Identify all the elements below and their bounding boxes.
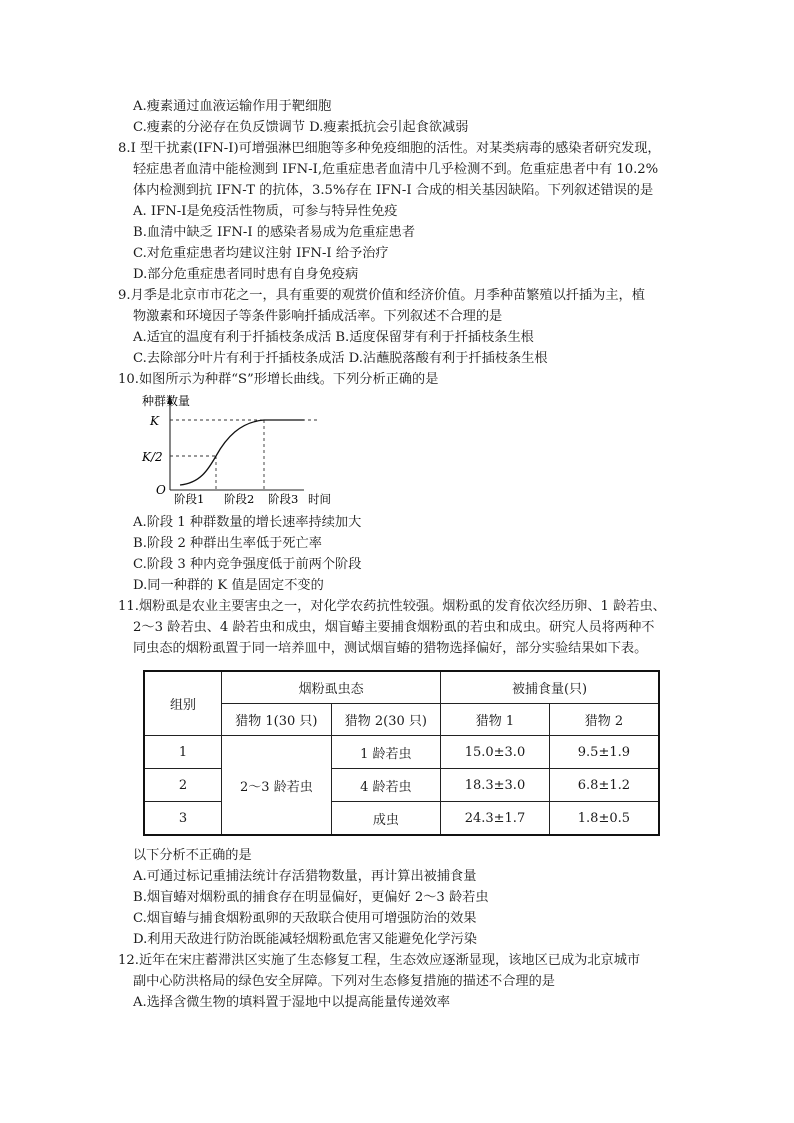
cell-prey-2: 4 龄若虫 bbox=[331, 769, 441, 802]
q9-option-a: A.适宜的温度有利于扦插枝条成活 bbox=[133, 330, 332, 345]
q11-option-b: B.烟盲蝽对烟粉虱的捕食存在明显偏好，更偏好 2～3 龄若虫 bbox=[133, 890, 489, 905]
cell-group: 1 bbox=[144, 736, 222, 769]
header-prey-1: 猎物 1(30 只) bbox=[222, 704, 332, 736]
q11-stem-line-3: 同虫态的烟粉虱置于同一培养皿中，测试烟盲蝽的猎物选择偏好，部分实验结果如下表。 bbox=[133, 641, 648, 656]
q7-option-d: D.瘦素抵抗会引起食欲减弱 bbox=[309, 120, 469, 135]
cell-eat-2: 6.8±1.2 bbox=[549, 769, 659, 802]
header-group: 组别 bbox=[144, 671, 222, 736]
q8-option-d: D.部分危重症患者同时患有自身免疫病 bbox=[133, 267, 359, 282]
q11-option-d: D.利用天敌进行防治既能减轻烟粉虱危害又能避免化学污染 bbox=[133, 932, 477, 947]
graph-xlabel: 时间 bbox=[308, 492, 331, 506]
q10-option-c: C.阶段 3 种内竞争强度低于前两个阶段 bbox=[133, 557, 362, 572]
q9-option-b: B.适度保留芽有利于扦插枝条生根 bbox=[335, 330, 534, 345]
q10-stem: 10.如图所示为种群“S”形增长曲线。下列分析正确的是 bbox=[118, 372, 439, 387]
q9-options-ab bbox=[133, 328, 534, 348]
s-curve-graph bbox=[128, 392, 358, 508]
predation-table bbox=[143, 670, 660, 836]
q8-stem-line-2: 轻症患者血清中能检测到 IFN-I,危重症患者血清中几乎检测不到。危重症患者中有 10.2% bbox=[133, 162, 659, 177]
cell-prey-1: 2～3 龄若虫 bbox=[222, 736, 332, 836]
q11-stem-line-1: 11.烟粉虱是农业主要害虫之一，对化学农药抗性较强。烟粉虱的发育依次经历卵、1 龄若虫、 bbox=[118, 599, 666, 614]
q11-after-table: 以下分析不正确的是 bbox=[133, 848, 252, 863]
graph-k-label: K bbox=[150, 414, 159, 428]
table-row bbox=[144, 769, 659, 802]
q11-option-c: C.烟盲蝽与捕食烟粉虱卵的天敌联合使用可增强防治的效果 bbox=[133, 911, 477, 926]
q12-option-a: A.选择含微生物的填料置于湿地中以提高能量传递效率 bbox=[133, 995, 451, 1010]
q8-option-b: B.血清中缺乏 IFN-I 的感染者易成为危重症患者 bbox=[133, 225, 416, 240]
q10-option-d: D.同一种群的 K 值是固定不变的 bbox=[133, 578, 324, 593]
graph-ylabel: 种群数量 bbox=[142, 394, 191, 408]
header-eat-2: 猎物 2 bbox=[549, 704, 659, 736]
q8-stem-line-3: 体内检测到抗 IFN-T 的抗体，3.5%存在 IFN-I 合成的相关基因缺陷。下列叙述错误的是 bbox=[133, 183, 654, 198]
q9-options-cd bbox=[133, 349, 548, 369]
table-header-row-2 bbox=[144, 704, 659, 736]
cell-group: 2 bbox=[144, 769, 222, 802]
cell-group: 3 bbox=[144, 802, 222, 836]
header-stage: 烟粉虱虫态 bbox=[222, 671, 441, 704]
table-row bbox=[144, 736, 659, 769]
q9-option-c: C.去除部分叶片有利于扦插枝条成活 bbox=[133, 351, 345, 366]
q11-stem-line-2: 2～3 龄若虫、4 龄若虫和成虫，烟盲蝽主要捕食烟粉虱的若虫和成虫。研究人员将两种不 bbox=[133, 620, 655, 635]
q7-option-c: C.瘦素的分泌存在负反馈调节 bbox=[133, 120, 306, 135]
cell-eat-1: 24.3±1.7 bbox=[441, 802, 550, 836]
graph-origin-label: O bbox=[156, 483, 166, 497]
q8-option-c: C.对危重症患者均建议注射 IFN-I 给予治疗 bbox=[133, 246, 389, 261]
q7-option-a: A.瘦素通过血液运输作用于靶细胞 bbox=[133, 99, 332, 114]
q11-option-a: A.可通过标记重捕法统计存活猎物数量，再计算出被捕食量 bbox=[133, 869, 477, 884]
graph-half-k-label: K/2 bbox=[142, 450, 163, 464]
header-eaten: 被捕食量(只) bbox=[441, 671, 659, 704]
q8-stem-line-1: 8.I 型干扰素(IFN-I)可增强淋巴细胞等多种免疫细胞的活性。对某类病毒的感染者研究发现， bbox=[118, 141, 661, 156]
cell-eat-2: 9.5±1.9 bbox=[549, 736, 659, 769]
table-header-row-1 bbox=[144, 671, 659, 704]
graph-stage-1-label: 阶段1 bbox=[174, 492, 205, 506]
cell-prey-2: 1 龄若虫 bbox=[331, 736, 441, 769]
s-curve bbox=[180, 420, 304, 485]
header-eat-1: 猎物 1 bbox=[441, 704, 550, 736]
q10-option-a: A.阶段 1 种群数量的增长速率持续加大 bbox=[133, 515, 362, 530]
cell-eat-2: 1.8±0.5 bbox=[549, 802, 659, 836]
q12-stem-line-1: 12.近年在宋庄蓄滞洪区实施了生态修复工程，生态效应逐渐显现，该地区已成为北京城市 bbox=[118, 953, 641, 968]
graph-stage-3-label: 阶段3 bbox=[268, 492, 299, 506]
table-row bbox=[144, 802, 659, 836]
q9-stem-line-2: 物激素和环境因子等条件影响扦插成活率。下列叙述不合理的是 bbox=[133, 309, 503, 324]
q7-options-cd bbox=[133, 118, 468, 138]
q9-stem-line-1: 9.月季是北京市市花之一，具有重要的观赏价值和经济价值。月季种苗繁殖以扦插为主，植 bbox=[118, 288, 645, 303]
graph-stage-2-label: 阶段2 bbox=[224, 492, 255, 506]
q9-option-d: D.沾蘸脱落酸有利于扦插枝条生根 bbox=[348, 351, 548, 366]
cell-eat-1: 18.3±3.0 bbox=[441, 769, 550, 802]
q12-stem-line-2: 副中心防洪格局的绿色安全屏障。下列对生态修复措施的描述不合理的是 bbox=[133, 974, 555, 989]
q8-option-a: A. IFN-I是免疫活性物质，可参与特异性免疫 bbox=[133, 204, 398, 219]
header-prey-2: 猎物 2(30 只) bbox=[331, 704, 441, 736]
q10-option-b: B.阶段 2 种群出生率低于死亡率 bbox=[133, 536, 322, 551]
cell-eat-1: 15.0±3.0 bbox=[441, 736, 550, 769]
cell-prey-2: 成虫 bbox=[331, 802, 441, 836]
